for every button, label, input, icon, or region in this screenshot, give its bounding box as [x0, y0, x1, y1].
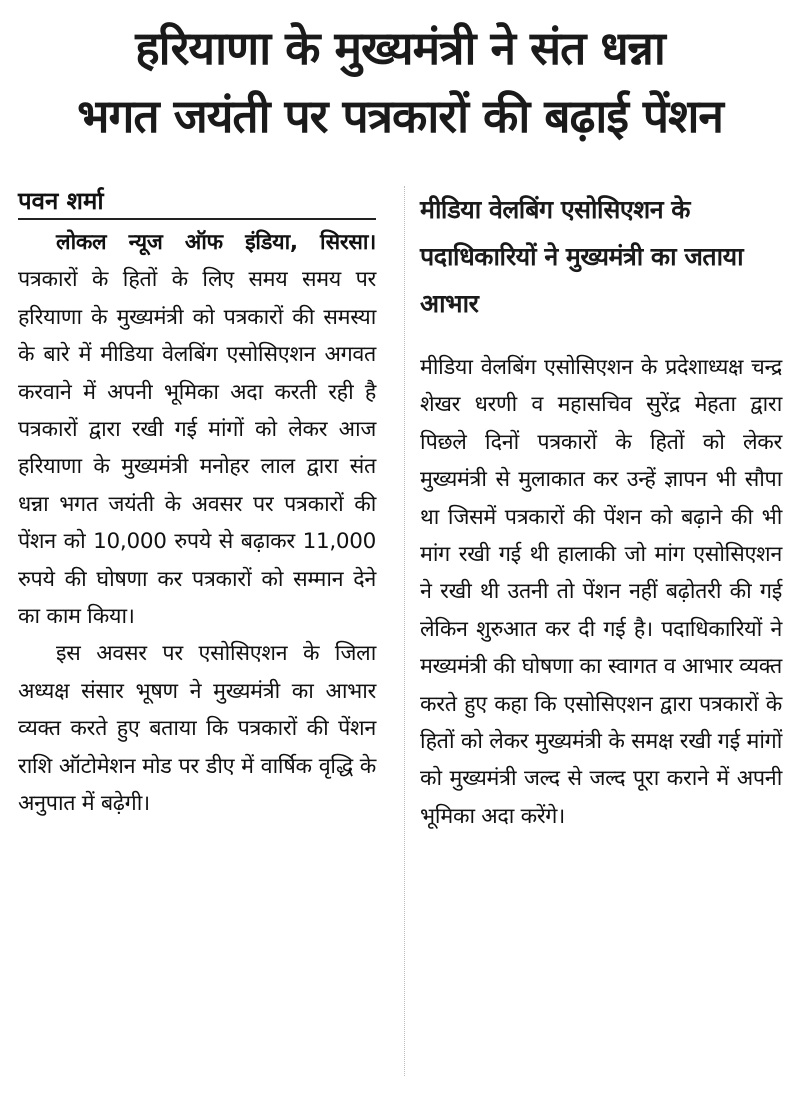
left-paragraph-1 — [18, 224, 376, 635]
byline: पवन शर्मा — [18, 186, 376, 220]
subheadline: मीडिया वेलबिंग एसोसिएशन के पदाधिकारियों ने मुख्यमंत्री का जताया आभार — [420, 195, 744, 318]
left-paragraph-2: इस अवसर पर एसोसिएशन के जिला अध्यक्ष संसार भूषण ने मुख्यमंत्री का आभार व्यक्त करते हुए बताया कि पत्रकारों की पेंशन राशि ऑटोमेशन मोड पर डीए में वार्षिक वृद्धि के अनुपात में बढ़ेगी। — [18, 641, 376, 817]
left-column — [18, 186, 376, 823]
left-paragraph-1-text: पत्रकारों के हितों के लिए समय समय पर हरियाणा के मुख्यमंत्री को पत्रकारों की समस्या के बारे में मीडिया वेलबिंग एसोसिएशन अगवत करवाने में अपनी भूमिका अदा करती रही है पत्रकारों द्वारा रखी गई मांगों को लेकर आज हरियाणा के मुख्यमंत्री मनोहर लाल द्वारा संत धन्ना भगत जयंती के अवसर पर पत्रकारों की पेंशन को 10,000 रुपये से बढ़ाकर 11,000 रुपये की घोषणा कर पत्रकारों को सम्मान देने का काम किया। — [18, 267, 376, 630]
left-column-body — [18, 224, 376, 823]
headline-line-1: हरियाणा के मुख्यमंत्री ने संत धन्ना — [135, 21, 665, 75]
headline-line-2: भगत जयंती पर पत्रकारों की बढ़ाई पेंशन — [77, 89, 723, 143]
dateline: लोकल न्यूज ऑफ इंडिया, सिरसा। — [56, 230, 376, 255]
headline — [10, 14, 790, 150]
right-column-body — [420, 349, 782, 835]
right-column — [420, 186, 782, 835]
right-paragraph-1: मीडिया वेलबिंग एसोसिएशन के प्रदेशाध्यक्ष चन्द्र शेखर धरणी व महासचिव सुरेंद्र मेहता द्वारा पिछले दिनों पत्रकारों के हितों को लेकर मुख्यमंत्री से मुलाकात कर उन्हें ज्ञापन भी सौपा था जिसमें पत्रकारों की पेंशन को बढ़ाने की भी मांग रखी गई थी हालाकी जो मांग एसोसिएशन ने रखी थी उतनी तो पेंशन नहीं बढ़ोतरी की गई लेकिन शुरुआत कर दी गई है। पदाधिकारियों ने मख्यमंत्री की घोषणा का स्वागत व आभार व्यक्त करते हुए कहा कि एसोसिएशन द्वारा पत्रकारों के हितों को लेकर मुख्यमंत्री के समक्ष रखी गई मांगों को मुख्यमंत्री जल्द से जल्द पूरा कराने में अपनी भूमिका अदा करेंगे। — [420, 355, 782, 829]
column-divider — [404, 186, 405, 1076]
